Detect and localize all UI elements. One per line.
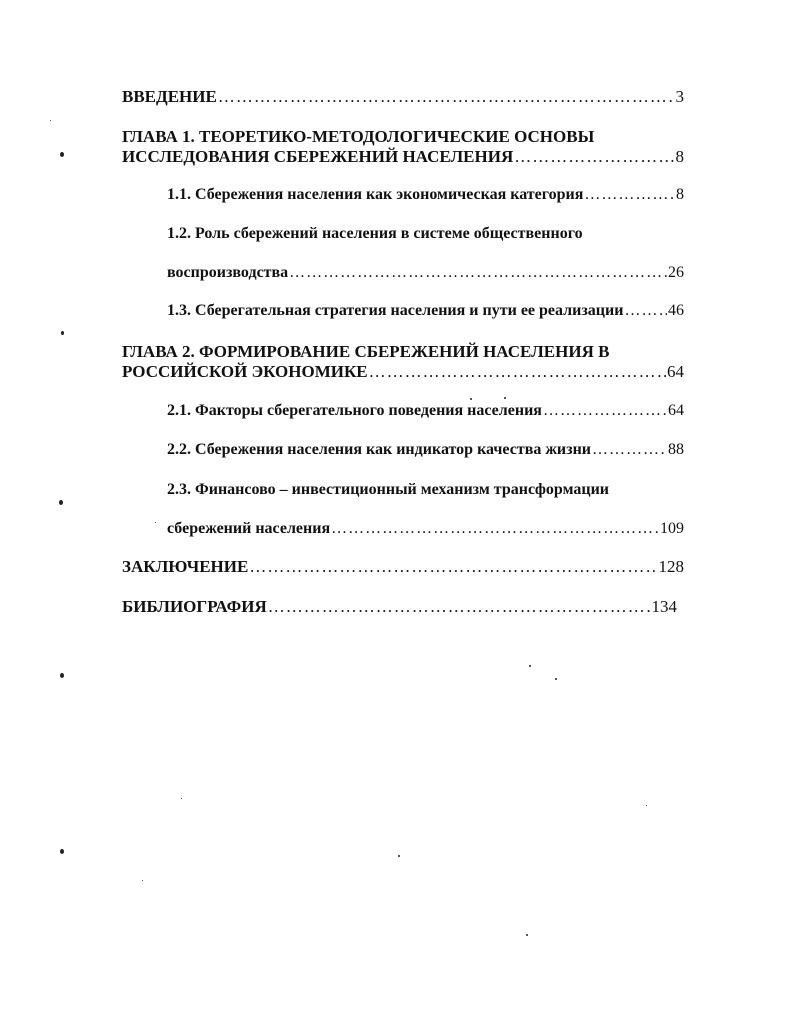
toc-entry-introduction[interactable]: [122, 87, 684, 107]
scan-speck: [646, 805, 647, 806]
toc-entry-section-2-3[interactable]: [167, 519, 684, 539]
scan-speck: [555, 678, 557, 680]
scan-speck: [529, 665, 531, 667]
dot-leader: [268, 597, 651, 617]
toc-entry-title: 2.2. Сбережения населения как индикатор качества жизни: [167, 441, 592, 458]
scan-speck: [155, 522, 156, 523]
toc-entry-conclusion[interactable]: [122, 557, 684, 577]
toc-page-number: 128: [658, 557, 684, 576]
dot-leader: [592, 440, 667, 460]
toc-page-number: 8: [675, 147, 684, 166]
scan-speck: [504, 397, 506, 399]
scan-speck: [60, 849, 64, 854]
toc-entry-title: РОССИЙСКОЙ ЭКОНОМИКЕ: [122, 362, 368, 381]
toc-entry-title: сбережений населения: [167, 520, 331, 537]
toc-chapter1-line1[interactable]: ГЛАВА 1. ТЕОРЕТИКО-МЕТОДОЛОГИЧЕСКИЕ ОСНОВЫ: [122, 127, 595, 146]
scan-speck: [60, 152, 64, 157]
toc-page-number: 64: [667, 362, 684, 381]
toc-chapter2-line1[interactable]: ГЛАВА 2. ФОРМИРОВАНИЕ СБЕРЕЖЕНИЙ НАСЕЛЕНИЯ В: [122, 342, 610, 361]
dot-leader: [289, 263, 667, 283]
dot-leader: [543, 401, 667, 421]
toc-entry-bibliography[interactable]: [122, 597, 677, 617]
toc-entry-title: 2.1. Факторы сберегательного поведения населения: [167, 402, 542, 419]
toc-entry-section-2-2[interactable]: [167, 440, 684, 460]
toc-entry-section-1-2[interactable]: [167, 263, 684, 283]
toc-page-number: 64: [668, 402, 684, 419]
toc-entry-title: ИССЛЕДОВАНИЯ СБЕРЕЖЕНИЙ НАСЕЛЕНИЯ: [122, 147, 514, 166]
toc-entry-chapter1[interactable]: [122, 147, 684, 167]
scan-speck: [60, 673, 64, 678]
toc-page-number: 109: [660, 520, 684, 537]
toc-page-number: 26: [668, 264, 684, 281]
scan-speck: [470, 398, 472, 400]
scan-speck: [50, 120, 51, 121]
dot-leader: [218, 87, 675, 107]
toc-entry-title: ВВЕДЕНИЕ: [122, 87, 217, 106]
toc-page-number: 46: [668, 302, 684, 319]
dot-leader: [584, 185, 675, 205]
dot-leader: [514, 147, 674, 167]
toc-entry-title: 1.3. Сберегательная стратегия населения и пути ее реализации: [167, 302, 624, 319]
toc-entry-title: БИБЛИОГРАФИЯ: [122, 597, 267, 616]
scan-speck: [398, 855, 400, 857]
dot-leader: [624, 301, 667, 321]
toc-page-number: 3: [675, 87, 684, 106]
toc-entry-title: 1.1. Сбережения населения как экономическая категория: [167, 186, 584, 203]
toc-section-1-2-line1[interactable]: 1.2. Роль сбережений населения в системе общественного: [167, 225, 583, 242]
dot-leader: [331, 519, 659, 539]
toc-entry-chapter2[interactable]: [122, 362, 684, 382]
toc-entry-section-1-3[interactable]: [167, 301, 684, 321]
toc-entry-title: ЗАКЛЮЧЕНИЕ: [122, 557, 249, 576]
toc-entry-section-2-1[interactable]: [167, 401, 684, 421]
toc-entry-title: воспроизводства: [167, 264, 289, 281]
toc-entry-section-1-1[interactable]: [167, 185, 684, 205]
toc-page-number: 134: [651, 597, 677, 616]
scan-speck: [181, 798, 182, 799]
dot-leader: [249, 557, 657, 577]
scan-speck: [142, 880, 143, 881]
toc-section-2-3-line1[interactable]: 2.3. Финансово – инвестиционный механизм трансформации: [167, 481, 610, 498]
toc-page-number: 8: [676, 186, 684, 203]
dot-leader: [369, 362, 666, 382]
scan-speck: [61, 331, 64, 335]
toc-page-number: 88: [668, 441, 684, 458]
scan-speck: [526, 934, 528, 936]
scan-speck: [59, 500, 63, 505]
